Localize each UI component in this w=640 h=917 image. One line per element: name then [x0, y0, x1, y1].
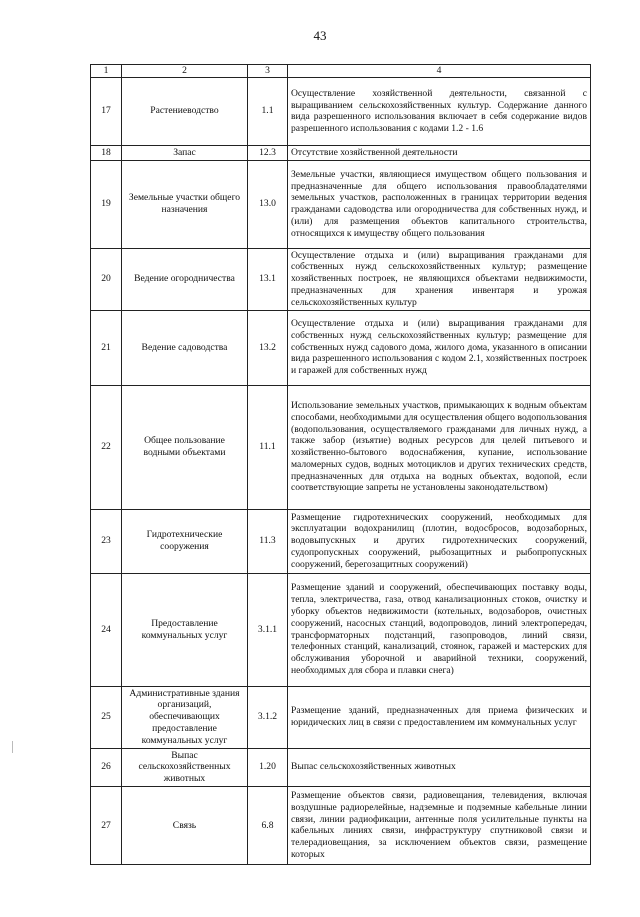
use-type-description: Осуществление хозяйственной деятельности, связанной с выращиванием сельскохозяйственных культур. Содержание данного вида разрешенного использования включает в себя содержание видов разрешенного использования с кодами 1.2 - 1.6 — [288, 77, 591, 145]
use-type-description: Размещение гидротехнических сооружений, необходимых для эксплуатации водохранилищ (плотин, водосбросов, водозаборных, водовыпускных и других гидротехнических сооружений, судопропускных сооружений, рыбозащитных и рыбопропускных сооружений, берегозащитных сооружений) — [288, 509, 591, 573]
use-type-name: Общее пользование водными объектами — [122, 385, 248, 509]
use-type-description: Использование земельных участков, примыкающих к водным объектам способами, необходимыми для осуществления общего водопользования (водопользования, осуществляемого гражданами для личных нужд, а также забор (изъятие) водных ресурсов для целей питьевого и хозяйственно-бытового водоснабжения, купание, использование маломерных судов, водных мотоциклов и других технических средств, предназначенных для отдыха на водных объектах, водопой, если соответствующие запреты не установлены законодательством) — [288, 385, 591, 509]
use-type-code: 13.0 — [248, 160, 288, 248]
header-col-3: 3 — [248, 65, 288, 78]
use-type-description: Осуществление отдыха и (или) выращивания гражданами для собственных нужд сельскохозяйственных культур; размещение хозяйственных построек, не являющихся объектами недвижимости, предназначенных для хранения инвентаря и урожая сельскохозяйственных культур — [288, 248, 591, 310]
table-row — [91, 77, 591, 145]
table-row — [91, 573, 591, 686]
use-type-code: 11.1 — [248, 385, 288, 509]
table-row — [91, 248, 591, 310]
scan-mark — [12, 741, 13, 753]
row-number: 19 — [91, 160, 122, 248]
table-row — [91, 748, 591, 786]
table-row — [91, 145, 591, 160]
header-col-4: 4 — [288, 65, 591, 78]
row-number: 25 — [91, 686, 122, 748]
use-type-name: Гидротехнические сооружения — [122, 509, 248, 573]
use-type-code: 3.1.1 — [248, 573, 288, 686]
use-type-name: Ведение огородничества — [122, 248, 248, 310]
row-number: 17 — [91, 77, 122, 145]
use-type-name: Выпас сельскохозяйственных животных — [122, 748, 248, 786]
use-type-description: Размещение зданий и сооружений, обеспечивающих поставку воды, тепла, электричества, газа, отвод канализационных стоков, очистку и уборку объектов недвижимости (котельных, водозаборов, очистных сооружений, насосных станций, водопроводов, линий электропередач, трансформаторных подстанций, газопроводов, линий связи, телефонных станций, канализаций, стоянок, гаражей и мастерских для обслуживания уборочной и аварийной техники, сооружений, необходимых для сбора и плавки снега) — [288, 573, 591, 686]
header-col-1: 1 — [91, 65, 122, 78]
table-header-row — [91, 65, 591, 78]
row-number: 27 — [91, 786, 122, 864]
use-type-description: Выпас сельскохозяйственных животных — [288, 748, 591, 786]
row-number: 26 — [91, 748, 122, 786]
use-type-code: 13.2 — [248, 310, 288, 385]
table-row — [91, 160, 591, 248]
use-type-code: 3.1.2 — [248, 686, 288, 748]
row-number: 18 — [91, 145, 122, 160]
use-type-name: Запас — [122, 145, 248, 160]
table-row — [91, 310, 591, 385]
use-type-name: Земельные участки общего назначения — [122, 160, 248, 248]
use-type-code: 1.1 — [248, 77, 288, 145]
use-type-code: 11.3 — [248, 509, 288, 573]
use-type-code: 1.20 — [248, 748, 288, 786]
use-type-description: Земельные участки, являющиеся имуществом общего пользования и предназначенные для общего использования правообладателями земельных участков, расположенных в границах территории ведения гражданами садоводства или огородничества для собственных нужд, и (или) для размещения объектов капитального строительства, относящихся к имуществу общего пользования — [288, 160, 591, 248]
row-number: 22 — [91, 385, 122, 509]
use-type-code: 13.1 — [248, 248, 288, 310]
table-row — [91, 686, 591, 748]
header-col-2: 2 — [122, 65, 248, 78]
use-type-name: Ведение садоводства — [122, 310, 248, 385]
use-type-description: Размещение объектов связи, радиовещания, телевидения, включая воздушные радиорелейные, надземные и подземные кабельные линии связи, линии радиофикации, антенные поля усилительные пункты на кабельных линиях связи, инфраструктуру спутниковой связи и телерадиовещания, за исключением объектов связи, размещение которых — [288, 786, 591, 864]
row-number: 24 — [91, 573, 122, 686]
use-type-description: Размещение зданий, предназначенных для приема физических и юридических лиц в связи с предоставлением им коммунальных услуг — [288, 686, 591, 748]
table-row — [91, 509, 591, 573]
row-number: 23 — [91, 509, 122, 573]
table-row — [91, 786, 591, 864]
use-type-name: Связь — [122, 786, 248, 864]
use-type-description: Отсутствие хозяйственной деятельности — [288, 145, 591, 160]
land-use-table — [90, 64, 591, 865]
use-type-name: Растениеводство — [122, 77, 248, 145]
use-type-code: 6.8 — [248, 786, 288, 864]
row-number: 21 — [91, 310, 122, 385]
use-type-name: Предоставление коммунальных услуг — [122, 573, 248, 686]
use-type-code: 12.3 — [248, 145, 288, 160]
use-type-name: Административные здания организаций, обеспечивающих предоставление коммунальных услуг — [122, 686, 248, 748]
page-number: 43 — [313, 28, 327, 43]
row-number: 20 — [91, 248, 122, 310]
table-row — [91, 385, 591, 509]
use-type-description: Осуществление отдыха и (или) выращивания гражданами для собственных нужд сельскохозяйственных культур; размещение для собственных нужд садового дома, жилого дома, указанного в описании вида разрешенного использования с кодом 2.1, хозяйственных построек и гаражей для собственных нужд — [288, 310, 591, 385]
